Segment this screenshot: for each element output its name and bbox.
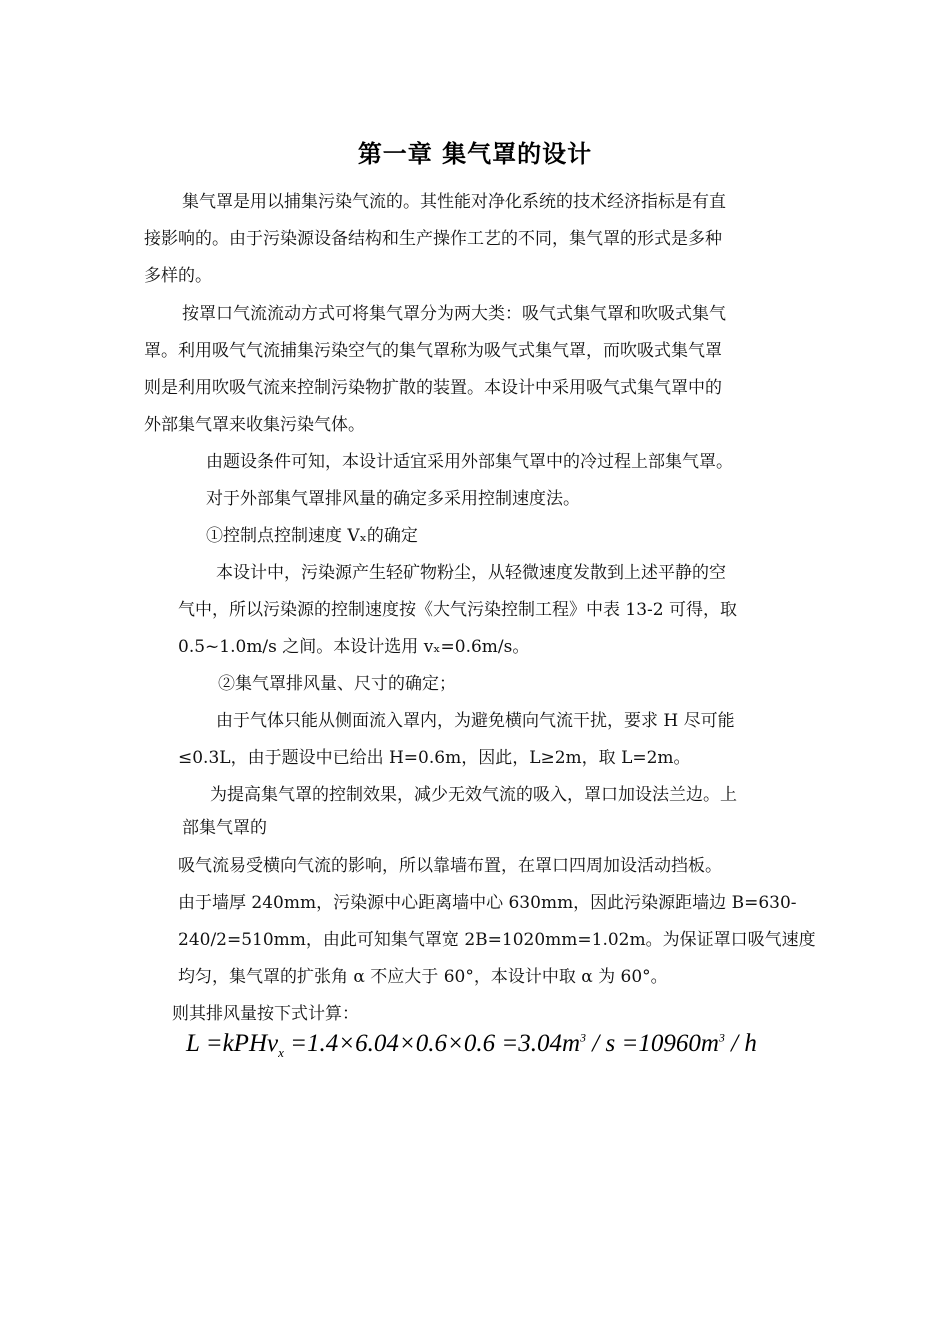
paragraph-line: 由于墙厚 240mm，污染源中心距离墙中心 630mm，因此污染源距墙边 B=630- xyxy=(178,893,797,913)
chapter-title: 第一章 集气罩的设计 xyxy=(357,140,593,168)
paragraph-line: 外部集气罩来收集污染气体。 xyxy=(144,415,365,435)
airflow-formula xyxy=(186,1030,757,1061)
paragraph-line: 则是利用吹吸气流来控制污染物扩散的装置。本设计中采用吸气式集气罩中的 xyxy=(144,378,722,398)
formula-part: / h xyxy=(724,1030,757,1057)
section-heading: ②集气罩排风量、尺寸的确定； xyxy=(218,674,456,694)
formula-part: =1.4×6.04×0.6×0.6 =3.04m xyxy=(283,1030,581,1057)
paragraph-line: 吸气流易受横向气流的影响，所以靠墙布置，在罩口四周加设活动挡板。 xyxy=(178,856,722,876)
formula-part: / s =10960m xyxy=(586,1030,719,1057)
paragraph-line: ≤0.3L，由于题设中已给出 H=0.6m，因此，L≥2m，取 L=2m。 xyxy=(178,748,691,768)
paragraph-line: 对于外部集气罩排风量的确定多采用控制速度法。 xyxy=(206,489,580,509)
paragraph-line: 240/2=510mm，由此可知集气罩宽 2B=1020mm=1.02m。为保证罩口吸气速度 xyxy=(178,930,816,950)
paragraph-line: 按罩口气流流动方式可将集气罩分为两大类：吸气式集气罩和吹吸式集气 xyxy=(182,304,726,324)
paragraph-line: 为提高集气罩的控制效果，减少无效气流的吸入，罩口加设法兰边。上 xyxy=(210,785,737,805)
paragraph-line: 罩。利用吸气气流捕集污染空气的集气罩称为吸气式集气罩，而吹吸式集气罩 xyxy=(144,341,722,361)
paragraph-line: 接影响的。由于污染源设备结构和生产操作工艺的不同，集气罩的形式是多种 xyxy=(144,229,722,249)
formula-subscript: x xyxy=(278,1045,284,1060)
paragraph-line: 气中，所以污染源的控制速度按《大气污染控制工程》中表 13-2 可得，取 xyxy=(178,600,737,620)
paragraph-line: 集气罩是用以捕集污染气流的。其性能对净化系统的技术经济指标是有直 xyxy=(182,192,726,212)
paragraph-line: 本设计中，污染源产生轻矿物粉尘，从轻微速度发散到上述平静的空 xyxy=(216,563,726,583)
formula-lhs: L xyxy=(186,1030,200,1057)
formula-superscript: 3 xyxy=(580,1030,587,1045)
paragraph-line: 则其排风量按下式计算： xyxy=(172,1004,359,1024)
paragraph-line: 由于气体只能从侧面流入罩内，为避免横向气流干扰，要求 H 尽可能 xyxy=(216,711,735,731)
formula-superscript: 3 xyxy=(718,1030,725,1045)
paragraph-line: 多样的。 xyxy=(144,266,212,286)
paragraph-line: 部集气罩的 xyxy=(182,818,267,838)
formula-part: =kPHv xyxy=(199,1030,279,1057)
paragraph-line: 0.5~1.0m/s 之间。本设计选用 vₓ=0.6m/s。 xyxy=(178,637,530,657)
paragraph-line: 由题设条件可知，本设计适宜采用外部集气罩中的冷过程上部集气罩。 xyxy=(206,452,733,472)
section-heading: ①控制点控制速度 Vₓ的确定 xyxy=(206,526,418,546)
paragraph-line: 均匀，集气罩的扩张角 α 不应大于 60°，本设计中取 α 为 60°。 xyxy=(178,967,668,987)
